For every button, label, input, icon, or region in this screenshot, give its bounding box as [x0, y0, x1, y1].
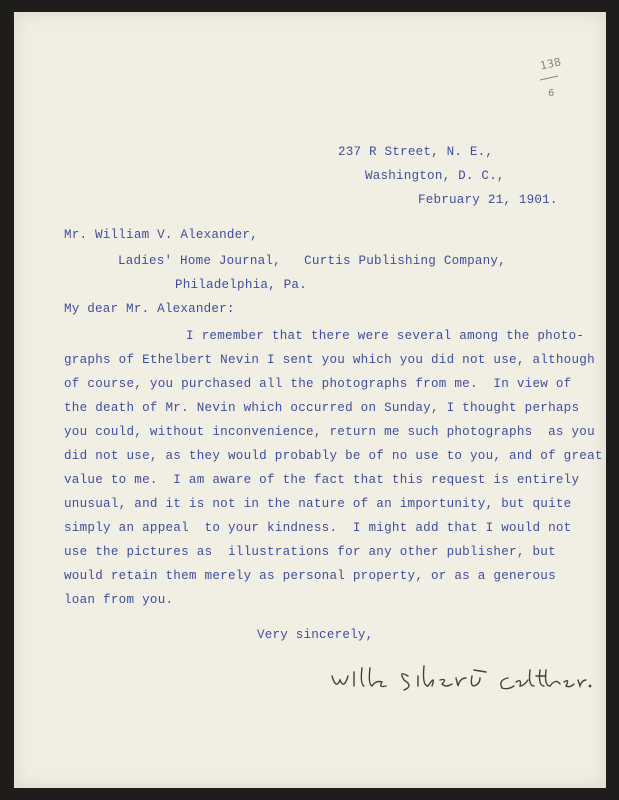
body-line: would retain them merely as personal property, or as a generous — [64, 569, 556, 583]
salutation: My dear Mr. Alexander: — [64, 302, 235, 316]
letter-page — [14, 12, 606, 788]
body-line: simply an appeal to your kindness. I might add that I would not — [64, 521, 572, 535]
closing: Very sincerely, — [257, 628, 374, 642]
body-line: loan from you. — [64, 593, 174, 607]
recipient-city: Philadelphia, Pa. — [175, 278, 307, 292]
body-line: I remember that there were several among the photo- — [186, 329, 585, 343]
body-line: of course, you purchased all the photographs from me. In view of — [64, 377, 572, 391]
recipient-publication: Ladies' Home Journal, Curtis Publishing Company, — [118, 254, 506, 268]
notation-top: 138 — [538, 55, 563, 73]
body-line: you could, without inconvenience, return me such photographs as you — [64, 425, 595, 439]
notation-divider — [540, 76, 558, 80]
body-line: did not use, as they would probably be of no use to you, and of great — [64, 449, 603, 463]
address-line-1: 237 R Street, N. E., — [338, 145, 494, 159]
body-line: use the pictures as illustrations for any other publisher, but — [64, 545, 556, 559]
body-line: unusual, and it is not in the nature of an importunity, but quite — [64, 497, 572, 511]
notation-bottom: 6 — [548, 88, 555, 99]
recipient-name: Mr. William V. Alexander, — [64, 228, 258, 242]
address-line-2: Washington, D. C., — [365, 169, 505, 183]
date-line: February 21, 1901. — [418, 193, 558, 207]
signature — [324, 650, 594, 700]
archival-notation — [534, 48, 574, 108]
body-line: value to me. I am aware of the fact that this request is entirely — [64, 473, 580, 487]
body-line: the death of Mr. Nevin which occurred on Sunday, I thought perhaps — [64, 401, 580, 415]
body-line: graphs of Ethelbert Nevin I sent you which you did not use, although — [64, 353, 595, 367]
